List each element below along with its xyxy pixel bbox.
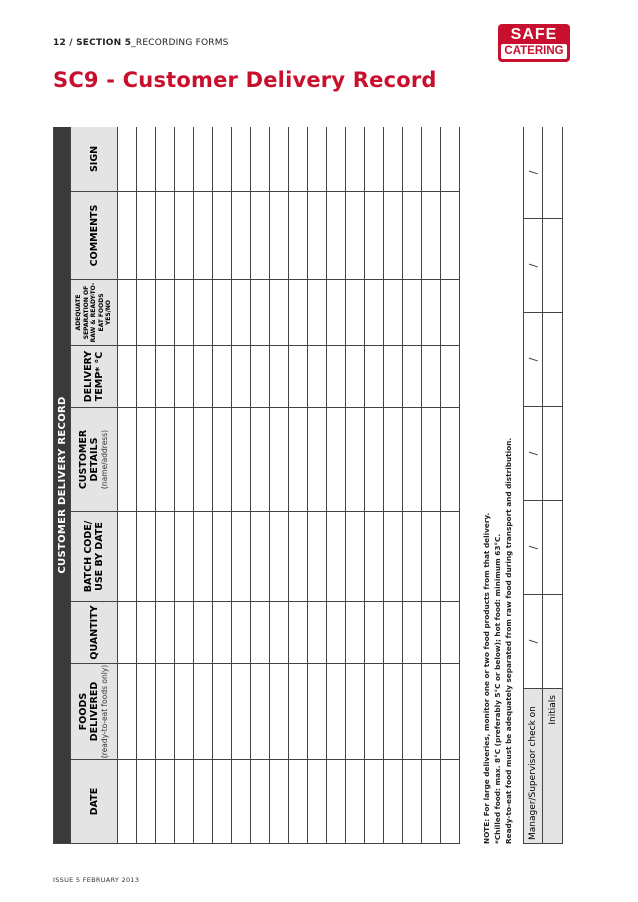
table-cell[interactable]	[422, 280, 441, 346]
table-cell[interactable]	[327, 408, 346, 512]
table-cell[interactable]	[175, 408, 194, 512]
table-cell[interactable]	[365, 280, 384, 346]
table-row	[384, 127, 403, 844]
check-date-cell[interactable]: /	[524, 595, 543, 689]
table-cell[interactable]	[213, 602, 232, 664]
table-cell[interactable]	[289, 602, 308, 664]
table-cell[interactable]	[327, 346, 346, 408]
table-cell[interactable]	[251, 602, 270, 664]
table-cell[interactable]	[270, 192, 289, 280]
col-header-date: DATE	[71, 760, 118, 844]
table-cell[interactable]	[422, 192, 441, 280]
table-cell[interactable]	[403, 664, 422, 760]
table-cell[interactable]	[175, 664, 194, 760]
table-cell[interactable]	[346, 192, 365, 280]
table-cell[interactable]	[308, 664, 327, 760]
table-cell[interactable]	[175, 127, 194, 192]
table-cell[interactable]	[251, 127, 270, 192]
table-cell[interactable]	[346, 602, 365, 664]
table-cell[interactable]	[251, 346, 270, 408]
check-date-cell[interactable]: /	[524, 219, 543, 313]
initials-cell[interactable]	[543, 127, 563, 219]
table-row	[422, 127, 441, 844]
note-line: Ready-to-eat food must be adequately separated from raw food during transport and distribution.	[504, 437, 513, 844]
logo-top-text: SAFE	[510, 26, 558, 43]
table-cell[interactable]	[384, 512, 403, 602]
table-cell[interactable]	[137, 408, 156, 512]
initials-cell[interactable]	[543, 313, 563, 407]
table-cell[interactable]	[232, 664, 251, 760]
table-cell[interactable]	[384, 280, 403, 346]
table-cell[interactable]	[441, 192, 460, 280]
table-cell[interactable]	[308, 760, 327, 844]
table-row	[251, 127, 270, 844]
table-cell[interactable]	[441, 346, 460, 408]
table-cell[interactable]	[137, 664, 156, 760]
table-cell[interactable]	[137, 280, 156, 346]
table-row	[327, 127, 346, 844]
col-header-separation: ADEQUATE SEPARATION OF RAW & READY-TO-EAT FOODS YES/NO	[71, 280, 118, 346]
table-cell[interactable]	[346, 760, 365, 844]
table-cell[interactable]	[270, 602, 289, 664]
table-cell[interactable]	[137, 346, 156, 408]
table-cell[interactable]	[289, 512, 308, 602]
table-cell[interactable]	[175, 192, 194, 280]
table-cell[interactable]	[308, 192, 327, 280]
table-cell[interactable]	[251, 408, 270, 512]
table-cell[interactable]	[384, 760, 403, 844]
table-cell[interactable]	[289, 192, 308, 280]
table-cell[interactable]	[308, 346, 327, 408]
table-cell[interactable]	[403, 408, 422, 512]
table-cell[interactable]	[365, 664, 384, 760]
page-title: SC9 - Customer Delivery Record	[53, 68, 437, 92]
table-cell[interactable]	[156, 280, 175, 346]
table-cell[interactable]	[213, 192, 232, 280]
table-cell[interactable]	[251, 192, 270, 280]
table-cell[interactable]	[213, 346, 232, 408]
table-cell[interactable]	[403, 346, 422, 408]
table-cell[interactable]	[137, 760, 156, 844]
manager-check-row	[524, 127, 543, 844]
table-cell[interactable]	[137, 602, 156, 664]
table-cell[interactable]	[156, 602, 175, 664]
initials-label: Initials	[543, 689, 563, 844]
manager-check-label: Manager/Supervisor check on	[524, 689, 543, 844]
table-cell[interactable]	[118, 127, 137, 192]
table-cell[interactable]	[118, 602, 137, 664]
table-cell[interactable]	[308, 280, 327, 346]
notes-block	[481, 127, 514, 844]
rotated-form-content	[53, 127, 582, 844]
table-row	[346, 127, 365, 844]
table-row	[156, 127, 175, 844]
table-cell[interactable]	[175, 602, 194, 664]
table-cell[interactable]	[213, 408, 232, 512]
table-cell[interactable]	[289, 127, 308, 192]
table-row	[137, 127, 156, 844]
table-cell[interactable]	[327, 127, 346, 192]
table-cell[interactable]	[403, 280, 422, 346]
table-cell[interactable]	[308, 127, 327, 192]
table-cell[interactable]	[365, 760, 384, 844]
table-cell[interactable]	[270, 280, 289, 346]
initials-cell[interactable]	[543, 501, 563, 595]
table-cell[interactable]	[137, 512, 156, 602]
col-header-foods-delivered: FOODS DELIVERED (ready-to-eat foods only)	[71, 664, 118, 760]
table-cell[interactable]	[270, 512, 289, 602]
footer-issue: ISSUE 5 FEBRUARY 2013	[53, 876, 140, 884]
table-cell[interactable]	[232, 760, 251, 844]
table-cell[interactable]	[270, 664, 289, 760]
table-cell[interactable]	[175, 760, 194, 844]
table-cell[interactable]	[422, 127, 441, 192]
table-row	[289, 127, 308, 844]
table-cell[interactable]	[194, 664, 213, 760]
table-cell[interactable]	[194, 192, 213, 280]
table-cell[interactable]	[194, 346, 213, 408]
table-cell[interactable]	[156, 664, 175, 760]
table-cell[interactable]	[118, 760, 137, 844]
section-number: 12 / SECTION 5	[53, 38, 132, 48]
table-band-title: CUSTOMER DELIVERY RECORD	[54, 127, 71, 844]
table-cell[interactable]	[441, 760, 460, 844]
table-cell[interactable]	[156, 127, 175, 192]
column-header-row	[71, 127, 118, 844]
table-cell[interactable]	[327, 602, 346, 664]
table-cell[interactable]	[365, 408, 384, 512]
table-cell[interactable]	[308, 512, 327, 602]
table-cell[interactable]	[137, 192, 156, 280]
table-cell[interactable]	[289, 280, 308, 346]
initials-cell[interactable]	[543, 219, 563, 313]
logo-bottom-text: CATERING	[501, 44, 567, 59]
table-cell[interactable]	[327, 512, 346, 602]
col-header-sign: SIGN	[71, 127, 118, 192]
table-cell[interactable]	[403, 602, 422, 664]
col-header-delivery-temp: DELIVERY TEMP* °C	[71, 346, 118, 408]
table-cell[interactable]	[384, 192, 403, 280]
table-cell[interactable]	[194, 760, 213, 844]
table-cell[interactable]	[175, 346, 194, 408]
table-cell[interactable]	[156, 408, 175, 512]
table-cell[interactable]	[232, 602, 251, 664]
table-cell[interactable]	[194, 127, 213, 192]
table-cell[interactable]	[384, 127, 403, 192]
table-cell[interactable]	[346, 512, 365, 602]
table-cell[interactable]	[118, 664, 137, 760]
delivery-record-form	[53, 127, 582, 844]
table-cell[interactable]	[365, 346, 384, 408]
table-row	[194, 127, 213, 844]
col-header-batch-code: BATCH CODE/ USE BY DATE	[71, 512, 118, 602]
table-cell[interactable]	[194, 602, 213, 664]
table-cell[interactable]	[327, 280, 346, 346]
table-row	[213, 127, 232, 844]
manager-check-table	[523, 127, 563, 844]
table-cell[interactable]	[289, 760, 308, 844]
table-cell[interactable]	[118, 408, 137, 512]
table-cell[interactable]	[251, 280, 270, 346]
table-cell[interactable]	[403, 512, 422, 602]
table-cell[interactable]	[156, 346, 175, 408]
check-date-cell[interactable]: /	[524, 501, 543, 595]
col-header-quantity: QUANTITY	[71, 602, 118, 664]
table-cell[interactable]	[422, 760, 441, 844]
table-cell[interactable]	[156, 512, 175, 602]
table-row	[270, 127, 289, 844]
table-cell[interactable]	[422, 408, 441, 512]
table-cell[interactable]	[346, 408, 365, 512]
table-cell[interactable]	[232, 192, 251, 280]
table-cell[interactable]	[403, 760, 422, 844]
table-cell[interactable]	[422, 346, 441, 408]
table-cell[interactable]	[365, 512, 384, 602]
col-header-comments: COMMENTS	[71, 192, 118, 280]
page-header	[53, 38, 229, 48]
section-name: _RECORDING FORMS	[131, 38, 229, 48]
table-cell[interactable]	[403, 192, 422, 280]
table-cell[interactable]	[194, 280, 213, 346]
check-date-cell[interactable]: /	[524, 407, 543, 501]
table-cell[interactable]	[327, 192, 346, 280]
table-cell[interactable]	[194, 512, 213, 602]
table-cell[interactable]	[232, 127, 251, 192]
table-cell[interactable]	[422, 512, 441, 602]
table-cell[interactable]	[213, 760, 232, 844]
table-cell[interactable]	[232, 280, 251, 346]
table-band-row	[54, 127, 71, 844]
table-cell[interactable]	[213, 127, 232, 192]
table-cell[interactable]	[384, 602, 403, 664]
table-cell[interactable]	[156, 760, 175, 844]
table-row	[441, 127, 460, 844]
table-cell[interactable]	[441, 127, 460, 192]
table-cell[interactable]	[422, 602, 441, 664]
table-cell[interactable]	[213, 512, 232, 602]
table-cell[interactable]	[365, 127, 384, 192]
table-cell[interactable]	[365, 192, 384, 280]
table-row	[118, 127, 137, 844]
initials-cell[interactable]	[543, 407, 563, 501]
table-cell[interactable]	[270, 408, 289, 512]
table-cell[interactable]	[384, 408, 403, 512]
manager-initials-row	[543, 127, 563, 844]
col-header-customer-details: CUSTOMER DETAILS (name/address)	[71, 408, 118, 512]
table-cell[interactable]	[194, 408, 213, 512]
table-cell[interactable]	[441, 602, 460, 664]
table-row	[403, 127, 422, 844]
table-cell[interactable]	[441, 280, 460, 346]
table-row	[365, 127, 384, 844]
table-cell[interactable]	[175, 280, 194, 346]
table-cell[interactable]	[270, 127, 289, 192]
table-cell[interactable]	[270, 760, 289, 844]
table-cell[interactable]	[213, 664, 232, 760]
table-cell[interactable]	[175, 512, 194, 602]
table-row	[232, 127, 251, 844]
table-cell[interactable]	[346, 664, 365, 760]
table-cell[interactable]	[289, 408, 308, 512]
table-cell[interactable]	[308, 408, 327, 512]
table-row	[175, 127, 194, 844]
table-cell[interactable]	[118, 512, 137, 602]
table-cell[interactable]	[251, 760, 270, 844]
table-cell[interactable]	[289, 664, 308, 760]
table-cell[interactable]	[441, 408, 460, 512]
table-cell[interactable]	[308, 602, 327, 664]
table-cell[interactable]	[213, 280, 232, 346]
table-cell[interactable]	[346, 280, 365, 346]
table-cell[interactable]	[384, 664, 403, 760]
table-cell[interactable]	[327, 760, 346, 844]
table-cell[interactable]	[384, 346, 403, 408]
table-cell[interactable]	[365, 602, 384, 664]
table-cell[interactable]	[270, 346, 289, 408]
table-cell[interactable]	[118, 280, 137, 346]
safe-catering-logo	[498, 24, 570, 62]
table-cell[interactable]	[403, 127, 422, 192]
table-cell[interactable]	[232, 408, 251, 512]
table-cell[interactable]	[232, 346, 251, 408]
table-cell[interactable]	[118, 346, 137, 408]
delivery-record-table	[53, 127, 460, 844]
initials-cell[interactable]	[543, 595, 563, 689]
check-date-cell[interactable]: /	[524, 313, 543, 407]
table-cell[interactable]	[156, 192, 175, 280]
note-line: NOTE: For large deliveries, monitor one or two food products from that delivery.	[482, 512, 491, 844]
table-cell[interactable]	[441, 512, 460, 602]
note-line: *Chilled food: max. 8°C (preferably 5°C or below); hot food: minimum 63°C.	[493, 533, 502, 844]
table-cell[interactable]	[251, 512, 270, 602]
table-cell[interactable]	[346, 346, 365, 408]
table-cell[interactable]	[441, 664, 460, 760]
check-date-cell[interactable]: /	[524, 127, 543, 219]
table-cell[interactable]	[346, 127, 365, 192]
table-cell[interactable]	[118, 192, 137, 280]
table-cell[interactable]	[251, 664, 270, 760]
table-row	[308, 127, 327, 844]
table-cell[interactable]	[232, 512, 251, 602]
table-cell[interactable]	[327, 664, 346, 760]
table-cell[interactable]	[289, 346, 308, 408]
table-cell[interactable]	[422, 664, 441, 760]
table-cell[interactable]	[137, 127, 156, 192]
